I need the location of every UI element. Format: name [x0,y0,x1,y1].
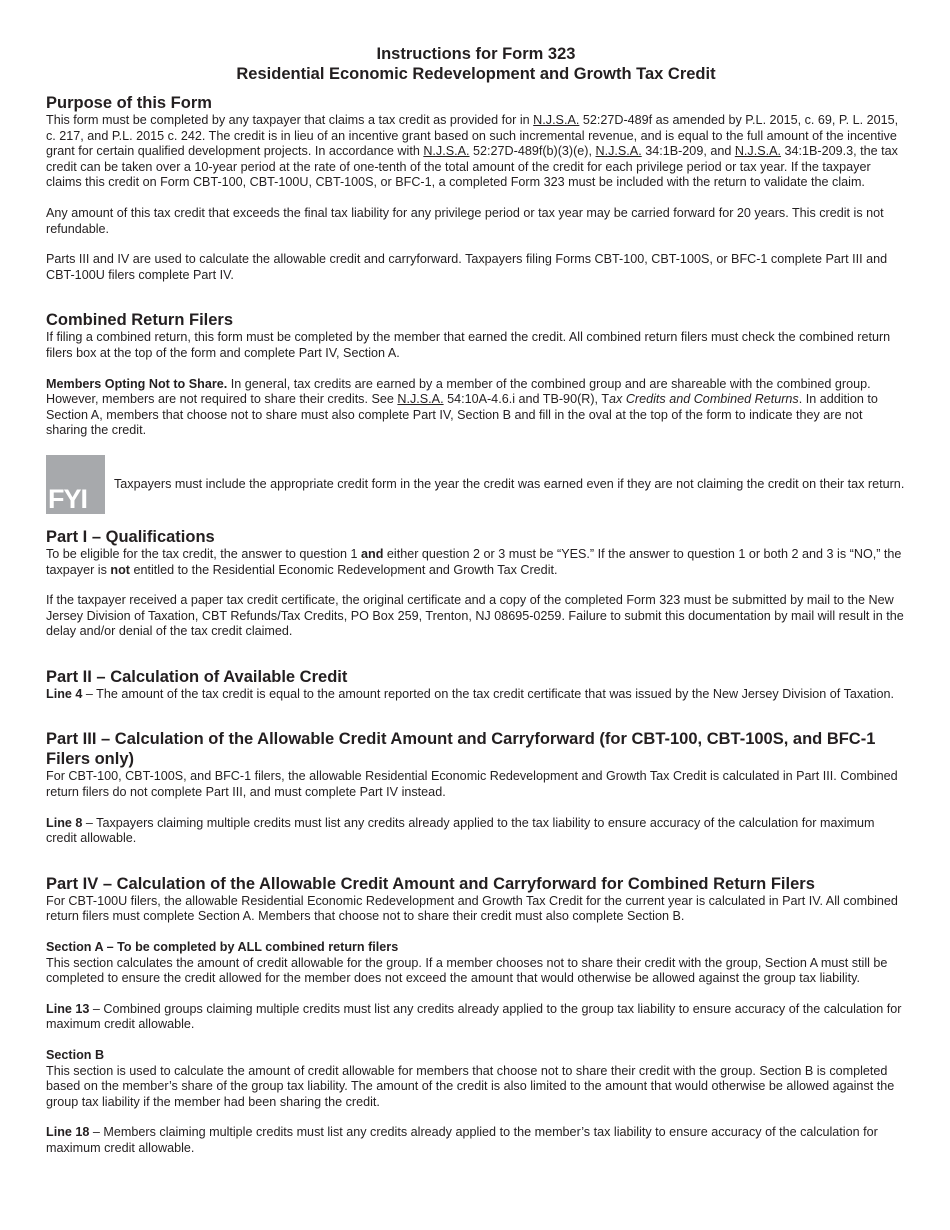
title-line-2: Residential Economic Redevelopment and Growth Tax Credit [236,65,716,83]
part4-heading: Part IV – Calculation of the Allowable Credit Amount and Carryforward for Combined Return Filers [46,874,815,893]
part3-heading: Part III – Calculation of the Allowable Credit Amount and Carryforward (for CBT-100, CBT-100S, and BFC-1 Filers only) [46,730,876,769]
fyi-text: Taxpayers must include the appropriate credit form in the year the credit was earned even if they are not claiming the credit on their tax return. [114,476,905,491]
part4-line18: Line 18 – Members claiming multiple credits must list any credits already applied to the member’s tax liability to ensure accuracy of the calculation for maximum credit allowable. [46,1125,878,1155]
members-opting-label: Members Opting Not to Share. [46,376,228,391]
njsa-link: N.J.S.A. [595,144,642,159]
part2-line4: Line 4 – The amount of the tax credit is equal to the amount reported on the tax credit certificate that was issued by the New Jersey Division of Taxation. [46,686,894,701]
combined-heading: Combined Return Filers [46,311,234,330]
part4-paragraph-1: For CBT-100U filers, the allowable Residential Economic Redevelopment and Growth Tax Credit for the current year is calculated in Part IV. All combined return filers must complete Section A. Members that choose not to share their credit must also complete Section B. [46,893,898,924]
combined-paragraph-1: If filing a combined return, this form must be completed by the member that earned the credit. All combined return filers must check the combined return filers box at the top of the form and complete Part IV, Section A. [46,330,891,360]
part3-line8: Line 8 – Taxpayers claiming multiple credits must list any credits already applied to the tax liability to ensure accuracy of the calculation for maximum credit allowable. [46,815,875,846]
section-a-title: Section A – To be completed by ALL combined return filers [46,940,399,955]
part1-heading: Part I – Qualifications [46,527,215,546]
njsa-link: N.J.S.A. [423,144,470,159]
purpose-heading: Purpose of this Form [46,94,212,112]
purpose-paragraph-2: Any amount of this tax credit that exceeds the final tax liability for any privilege period or tax year may be carried forward for 20 years. This credit is not refundable. [46,205,884,236]
combined-paragraph-2: Members Opting Not to Share. In general, tax credits are earned by a member of the combined group and are shareable with the combined group. However, members are not required to share their credits. See N.J.S.A. 54:10A-4.6.i and TB-90(R), Tax Credits and Combined Returns. In addition to Section A, members that choose not to share must also complete Part IV, Section B and fill in the oval at the top of the form to indicate they are not sharing the credit. [46,376,878,438]
fyi-icon: FYI [46,455,105,514]
part3-paragraph-1: For CBT-100, CBT-100S, and BFC-1 filers, the allowable Residential Economic Redevelopment and Growth Tax Credit is calculated in Part III. Combined return filers do not complete Part III, and must complete Part IV instead. [46,769,898,800]
purpose-paragraph-3: Parts III and IV are used to calculate the allowable credit and carryforward. Taxpayers filing Forms CBT-100, CBT-100S, or BFC-1 complete Part III and CBT-100U filers complete Part IV. [46,252,888,282]
title-line-1: Instructions for Form 323 [376,45,576,63]
part1-paragraph-1: To be eligible for the tax credit, the answer to question 1 and either question 2 or 3 must be “YES.” If the answer to question 1 or both 2 and 3 is “NO,” the taxpayer is not entitled to the Residential Economic Redevelopment and Growth Tax Credit. [46,546,902,577]
njsa-link: N.J.S.A. [533,113,580,127]
part2-heading: Part II – Calculation of Available Credit [46,667,348,686]
part4-line13: Line 13 – Combined groups claiming multiple credits must list any credits already applied to the group tax liability to ensure accuracy of the calculation for maximum credit allowable. [46,1001,902,1032]
njsa-link: N.J.S.A. [397,392,444,407]
part1-paragraph-2: If the taxpayer received a paper tax credit certificate, the original certificate and a copy of the completed Form 323 must be submitted by mail to the New Jersey Division of Taxation, CBT Refunds/Tax Credits, PO Box 259, Trenton, NJ 08695-0259. Failure to submit this documentation by mail will result in the delay and/or denial of the tax credit claimed. [46,593,904,639]
fyi-callout [46,455,906,514]
purpose-paragraph-1: This form must be completed by any taxpayer that claims a tax credit as provided for in N.J.S.A. 52:27D-489f as amended by P.L. 2015, c. 69, P. L. 2015, c. 217, and P.L. 2015 c. 242. The credit is in lieu of an incentive grant based on such incremental revenue, and is equal to the full amount of the incentive grant for certain qualified development projects. In accordance with N.J.S.A. 52:27D-489f(b)(3)(e), N.J.S.A. 34:1B-209, and N.J.S.A. 34:1B-209.3, the tax credit can be taken over a 10-year period at the rate of one-tenth of the total amount of the credit for each privilege period or tax year. If the taxpayer claims this credit on Form CBT-100, CBT-100U, CBT-100S, or BFC-1, a completed Form 323 must be included with the return to validate the claim. [46,113,899,190]
section-b-text: This section is used to calculate the amount of credit allowable for members that choose not to share their credit with the group. Section B is completed based on the member’s share of the group tax liability. The amount of the credit is also limited to the amount that would otherwise be allowed against the group tax liability if the member had been sharing the credit. [46,1063,895,1109]
section-a-text: This section calculates the amount of credit allowable for the group. If a member chooses not to share their credit with the group, Section A must still be completed to ensure the credit allowed for the member does not exceed the amount that would otherwise be allowed against the group tax liability. [46,955,888,986]
njsa-link: N.J.S.A. [734,144,782,159]
section-b-title: Section B [46,1048,105,1062]
page-title [46,44,906,84]
